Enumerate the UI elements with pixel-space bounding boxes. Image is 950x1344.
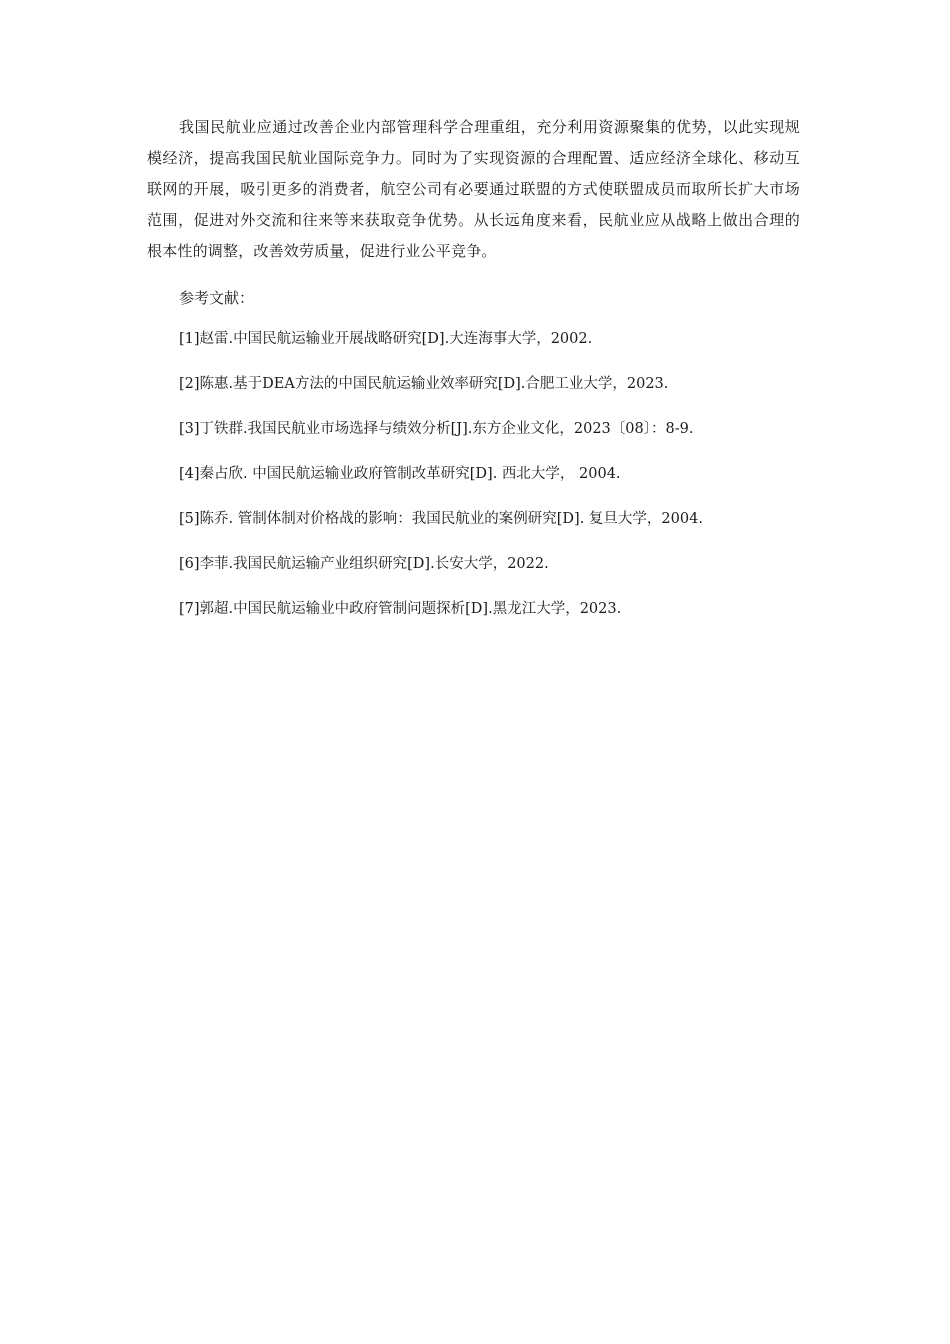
references-heading: 参考文献： bbox=[179, 289, 255, 307]
reference-item-5: [5]陈乔. 管制体制对价格战的影响：我国民航业的案例研究[D]. 复旦大学，2004. bbox=[179, 511, 703, 527]
reference-item-1: [1]赵雷.中国民航运输业开展战略研究[D].大连海事大学，2002. bbox=[179, 331, 593, 347]
reference-item-2: [2]陈惠.基于DEA方法的中国民航运输业效率研究[D].合肥工业大学，2023. bbox=[179, 376, 669, 392]
body-paragraph: 我国民航业应通过改善企业内部管理科学合理重组，充分利用资源聚集的优势，以此实现规模经济，提高我国民航业国际竞争力。同时为了实现资源的合理配置、适应经济全球化、移动互联网的开展，吸引更多的消费者，航空公司有必要通过联盟的方式使联盟成员而取所长扩大市场范围，促进对外交流和往来等来获取竞争优势。从长远角度来看，民航业应从战略上做出合理的根本性的调整，改善效劳质量，促进行业公平竞争。 bbox=[147, 118, 800, 260]
reference-item-6: [6]李菲.我国民航运输产业组织研究[D].长安大学，2022. bbox=[179, 556, 549, 572]
reference-item-4: [4]秦占欣. 中国民航运输业政府管制改革研究[D]. 西北大学， 2004. bbox=[179, 466, 621, 482]
document-content bbox=[147, 112, 800, 639]
reference-item-7: [7]郭超.中国民航运输业中政府管制问题探析[D].黑龙江大学，2023. bbox=[179, 601, 622, 617]
reference-item-3: [3]丁铁群.我国民航业市场选择与绩效分析[J].东方企业文化，2023〔08〕：8-9. bbox=[179, 421, 694, 437]
reference-list bbox=[147, 324, 800, 625]
